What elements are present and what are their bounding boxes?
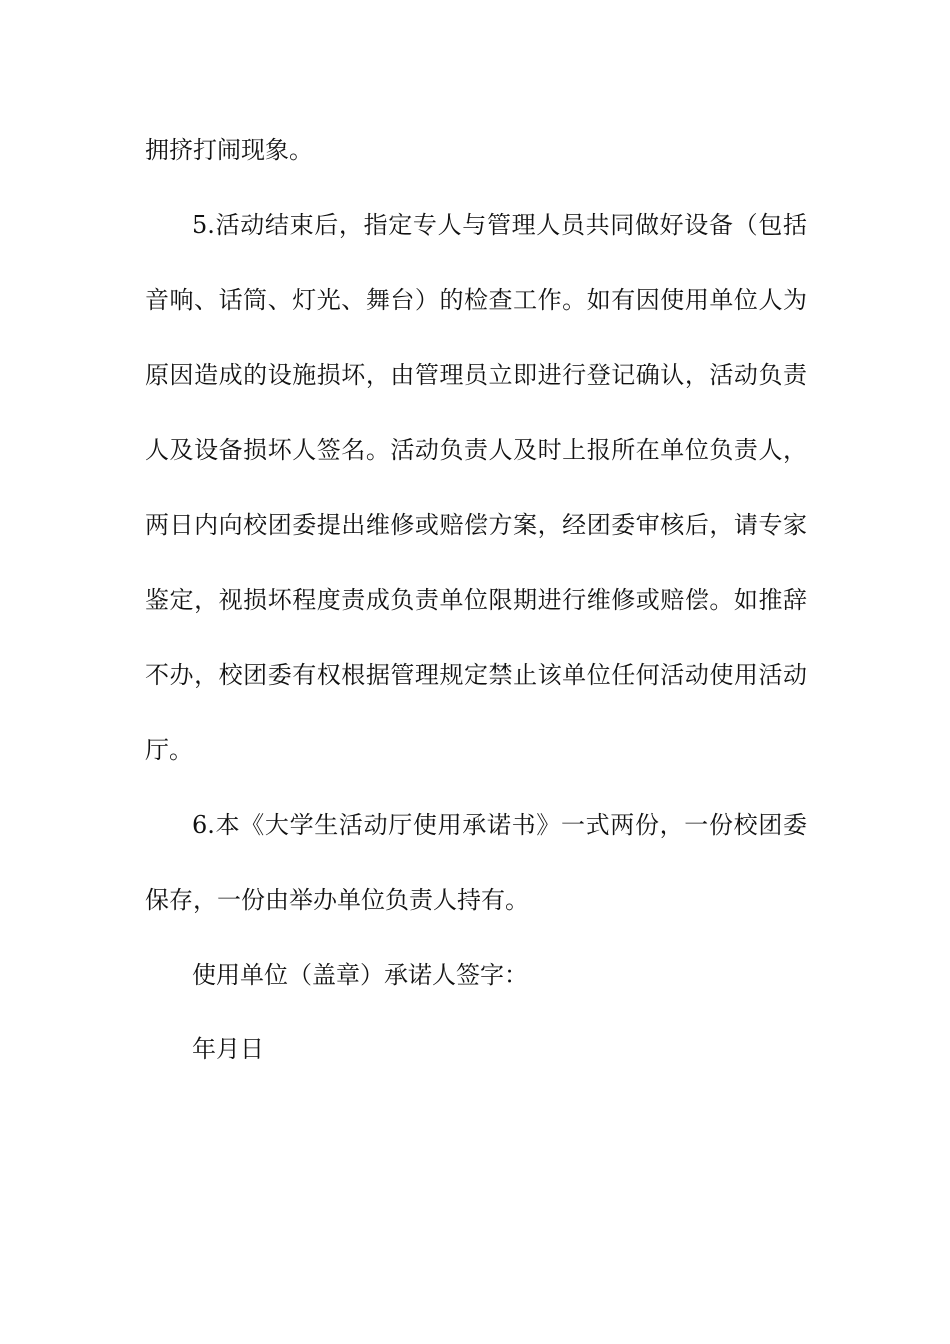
paragraph-line: 拥挤打闹现象。: [145, 136, 313, 164]
paragraph-line: 6.本《大学生活动厅使用承诺书》一式两份，一份校团委: [192, 811, 807, 839]
paragraph-line: 人及设备损坏人签名。活动负责人及时上报所在单位负责人，: [145, 436, 807, 464]
paragraph-line: 两日内向校团委提出维修或赔偿方案，经团委审核后，请专家: [145, 511, 807, 539]
signature-line: 使用单位（盖章）承诺人签字：: [192, 961, 528, 989]
paragraph-line: 音响、话筒、灯光、舞台）的检查工作。如有因使用单位人为: [145, 286, 807, 314]
paragraph-line: 原因造成的设施损坏，由管理员立即进行登记确认，活动负责: [145, 361, 807, 389]
paragraph-line: 保存，一份由举办单位负责人持有。: [145, 886, 529, 914]
paragraph-line: 鉴定，视损坏程度责成负责单位限期进行维修或赔偿。如推辞: [145, 586, 807, 614]
date-line: 年月日: [192, 1035, 264, 1063]
paragraph-line: 厅。: [145, 736, 193, 764]
paragraph-line: 不办，校团委有权根据管理规定禁止该单位任何活动使用活动: [145, 661, 807, 689]
paragraph-line: 5.活动结束后，指定专人与管理人员共同做好设备（包括: [192, 211, 807, 239]
